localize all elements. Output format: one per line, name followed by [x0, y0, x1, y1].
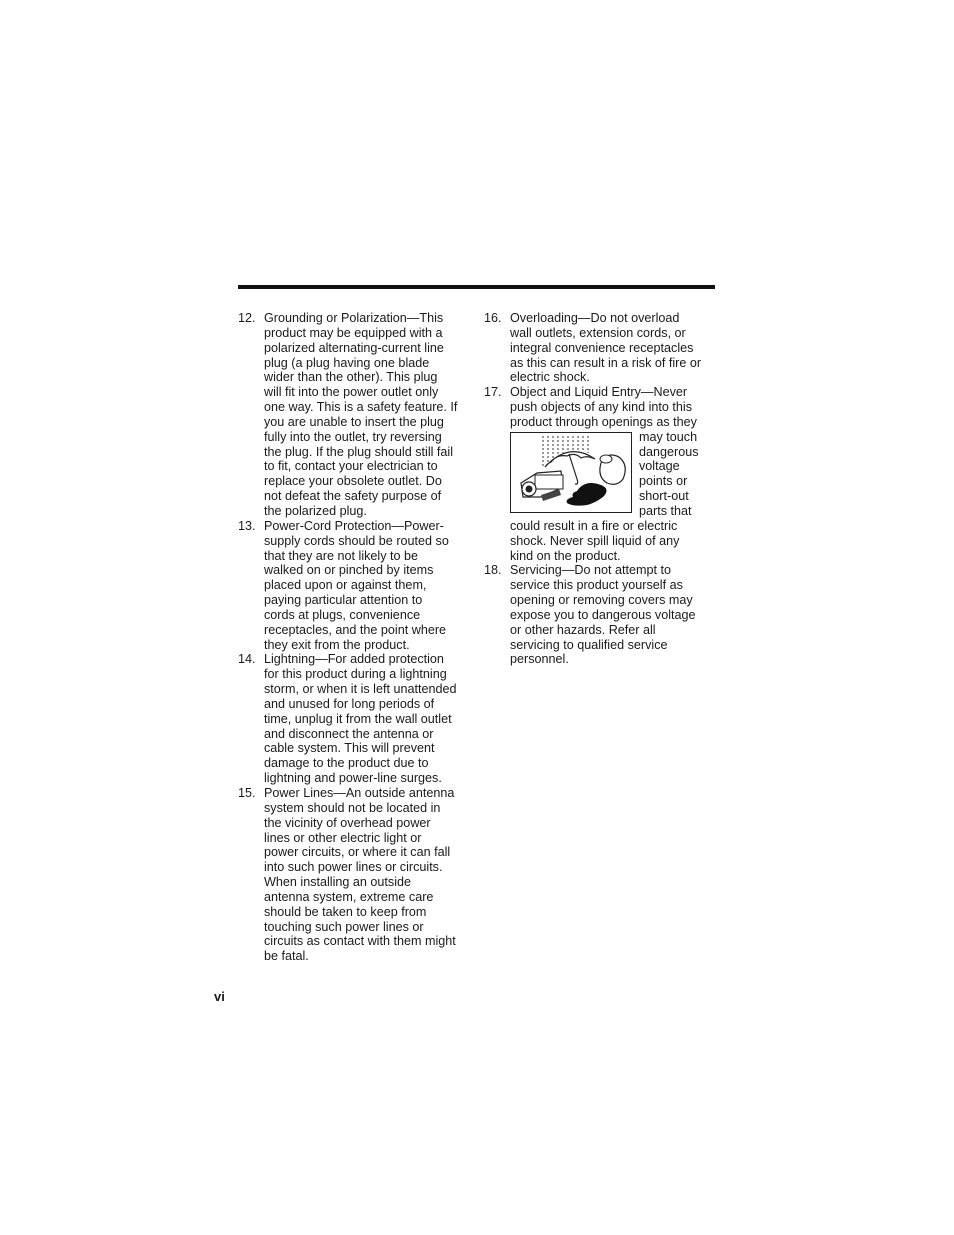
list-item-16	[484, 311, 716, 385]
item-text: Lightning—For added protection for this product during a lightning storm, or when it is left unattended and unused for long periods of time, unplug it from the wall outlet and disconnect the antenna or cable system. This will prevent damage to the product due to lightning and power-line surges.	[264, 652, 457, 786]
item-number: 14.	[238, 652, 256, 667]
item-number: 16.	[484, 311, 502, 325]
top-rule	[238, 285, 715, 289]
item-number: 12.	[238, 311, 256, 325]
item-number: 13.	[238, 518, 256, 533]
item-number: 15.	[238, 786, 256, 800]
item-text: Power-Cord Protection—Power- supply cords should be routed so that they are not likely to be walked on or pinched by items placed upon or against them, paying particular attention to cords at plugs, convenience receptacles, and the point where they exit from the product.	[264, 518, 449, 652]
figure-row	[510, 430, 716, 519]
list-item-17	[484, 385, 716, 563]
item-text-after-figure: could result in a fire or electric shock. Never spill liquid of any kind on the product.	[510, 518, 680, 563]
item-text: Power Lines—An outside antenna system should not be located in the vicinity of overhead power lines or other electric light or power circuits, or where it can fall into such power lines or circuits. When installing an outside antenna system, extreme care should be taken to keep from touching such power lines or circuits as contact with them might be fatal.	[264, 786, 456, 964]
right-column	[484, 311, 716, 667]
list-item-15	[238, 786, 473, 964]
list-item-12	[238, 311, 473, 519]
item-text: Overloading—Do not overload wall outlets, extension cords, or integral convenience receptacles as this can result in a risk of fire or electric shock.	[510, 311, 702, 385]
left-column	[238, 311, 473, 964]
item-number: 17.	[484, 385, 502, 400]
list-item-13	[238, 519, 473, 653]
list-item-14	[238, 652, 473, 786]
page-number: vi	[214, 989, 225, 1004]
item-text: Grounding or Polarization—This product may be equipped with a polarized alternating-current line plug (a plug having one blade wider than the other). This plug will fit into the power outlet only one way. This is a safety feature. If you are unable to insert the plug fully into the outlet, try reversing the plug. If the plug should still fail to fit, contact your electrician to replace your obsolete outlet. Do not defeat the safety purpose of the polarized plug.	[264, 311, 458, 518]
camcorder-rain-spill-icon	[510, 432, 632, 513]
list-item-18	[484, 563, 716, 667]
item-text-beside-figure: may touch dangerous voltage points or short-out parts that	[639, 429, 699, 518]
item-text: Servicing—Do not attempt to service this product yourself as opening or removing covers may expose you to dangerous voltage or other hazards. Refer all servicing to qualified service personnel.	[510, 563, 696, 667]
item-text: Object and Liquid Entry—Never push objects of any kind into this product through openings as they	[510, 385, 697, 429]
item-number: 18.	[484, 563, 502, 578]
